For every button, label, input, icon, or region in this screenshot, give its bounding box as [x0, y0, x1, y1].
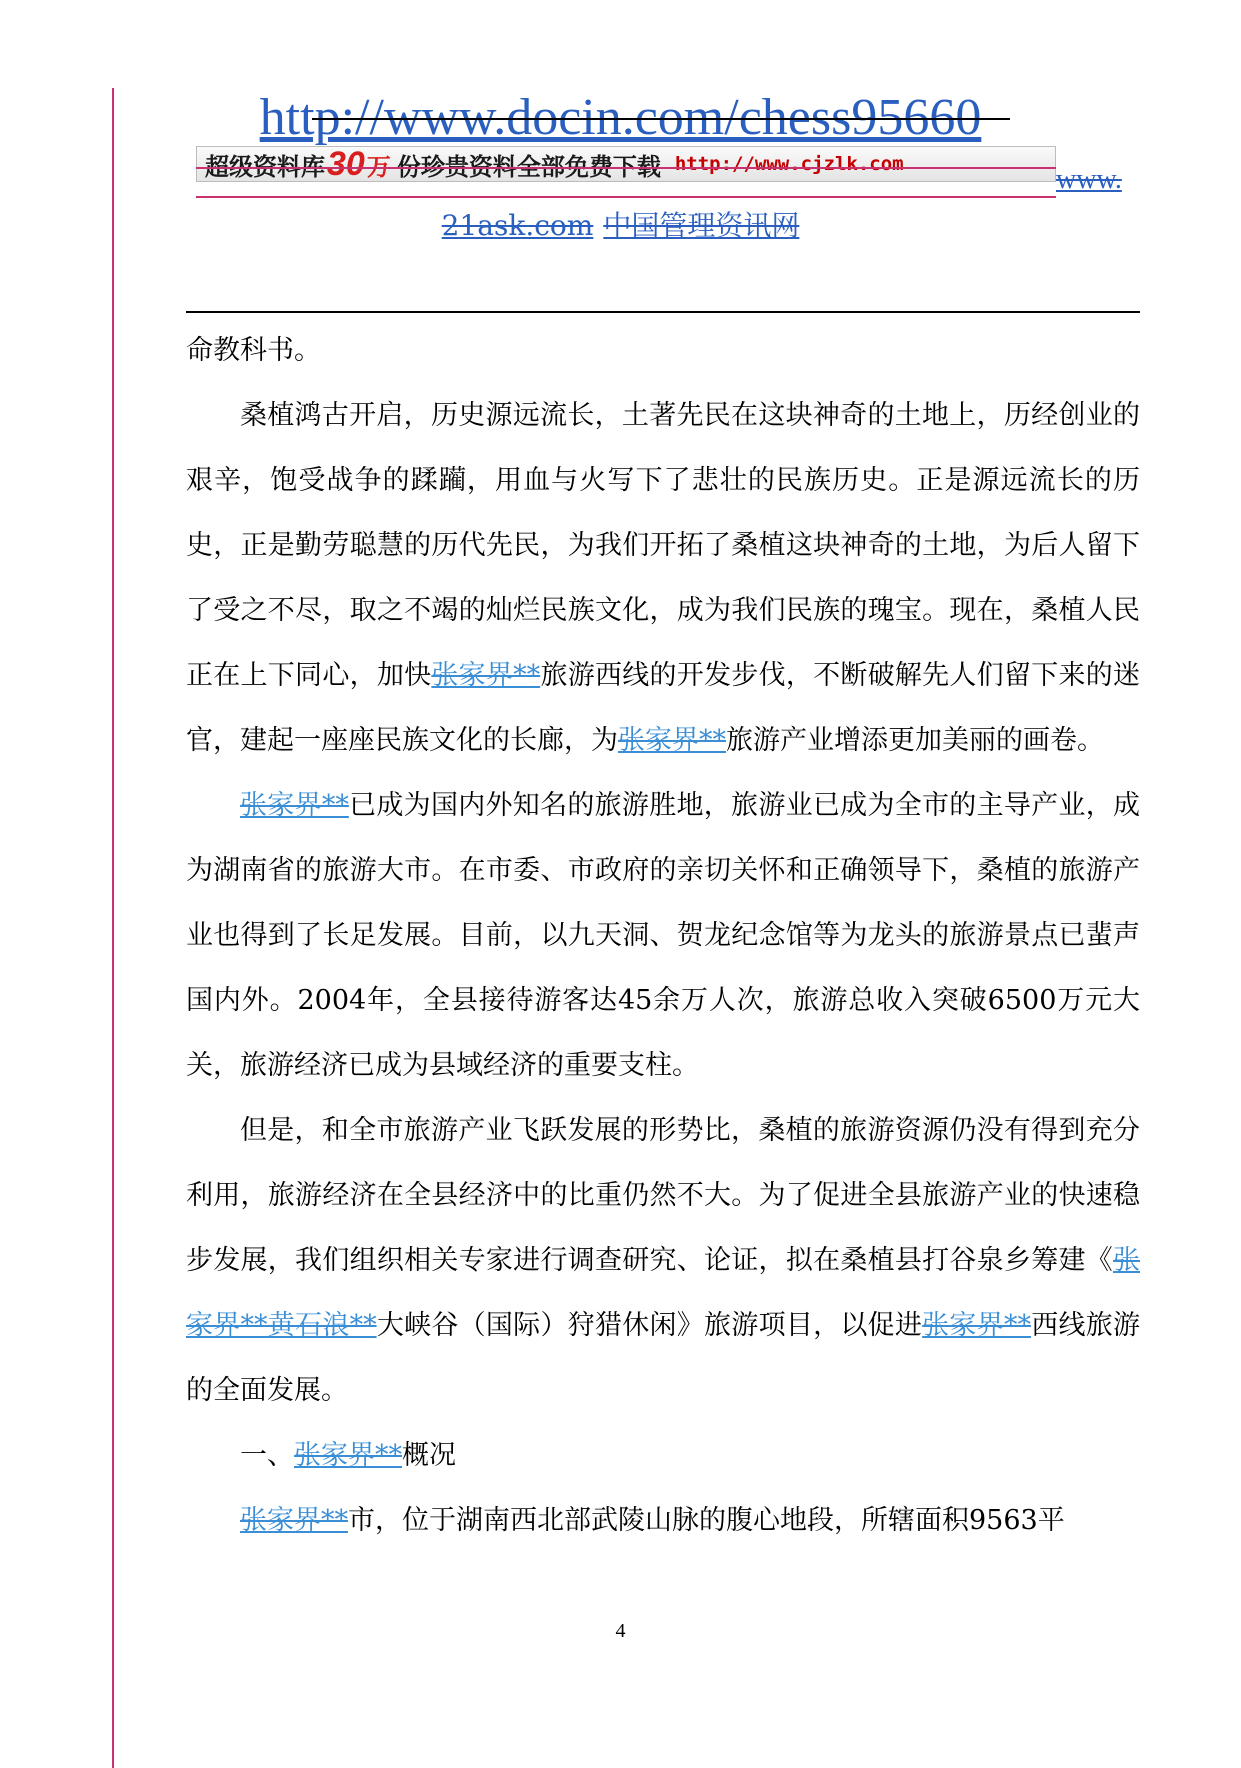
paragraph-3-text-b: 大峡谷（国际）狩猎休闲》旅游项目，以促进 — [376, 1310, 923, 1341]
highlight-zhangjiajie: 张家界** — [240, 1505, 348, 1536]
page-number: 4 — [615, 1620, 626, 1642]
header-www-link[interactable]: www. — [1056, 164, 1122, 195]
banner-text: 超级资料库 — [205, 152, 325, 181]
banner-rest: 份珍贵资料全部免费下载 — [396, 152, 661, 181]
paragraph-3-text-a: 但是，和全市旅游产业飞跃发展的形势比，桑植的旅游资源仍没有得到充分利用，旅游经济在全县经济中的比重仍然不大。为了促进全县旅游产业的快速稳步发展，我们组织相关专家进行调查研究、论证，拟在桑植县打谷泉乡筹建《 — [186, 1115, 1140, 1276]
highlight-zhangjiajie: 张家界** — [431, 660, 541, 691]
paragraph-1-text-a: 桑植鸿古开启，历史源远流长，土著先民在这块神奇的土地上，历经创业的艰辛，饱受战争的蹂躏，用血与火写下了悲壮的民族历史。正是源远流长的历史，正是勤劳聪慧的历代先民，为我们开拓了桑植这块神奇的土地，为后人留下了受之不尽，取之不竭的灿烂民族文化，成为我们民族的瑰宝。现在，桑植人民正在上下同心，加快 — [186, 400, 1140, 691]
banner-underline — [196, 196, 1056, 198]
banner-url: http://www.cjzlk.com — [674, 153, 904, 175]
highlight-zhangjiajie: 张家界** — [186, 1245, 1140, 1341]
header-banner[interactable] — [196, 146, 1056, 182]
header-url-link[interactable]: http://www.docin.com/chess95660 — [259, 89, 982, 146]
highlight-zhangjiajie: 张家界** — [240, 790, 349, 821]
header-site-link[interactable]: 21ask.com — [441, 209, 594, 242]
paragraph-0: 命教科书。 — [186, 335, 321, 366]
banner-number: 30 — [327, 144, 365, 183]
header-subtitle[interactable] — [0, 204, 1241, 244]
section-heading-1 — [186, 1423, 1140, 1488]
highlight-zhangjiajie: 张家界** — [922, 1310, 1031, 1341]
paragraph-3 — [186, 1098, 1140, 1423]
paragraph-1 — [186, 383, 1140, 773]
highlight-zhangjiajie: 张家界** — [294, 1440, 402, 1471]
heading-prefix: 一、 — [240, 1440, 294, 1471]
paragraph-2-text: 已成为国内外知名的旅游胜地，旅游业已成为全市的主导产业，成为湖南省的旅游大市。在市委、市政府的亲切关怀和正确领导下，桑植的旅游产业也得到了长足发展。目前，以九天洞、贺龙纪念馆等为龙头的旅游景点已蜚声国内外。2004年，全县接待游客达45余万人次，旅游总收入突破6500万元大关，旅游经济已成为县域经济的重要支柱。 — [186, 790, 1140, 1081]
banner-strike-line — [196, 167, 1056, 169]
left-margin-line — [112, 88, 114, 1768]
heading-suffix: 概况 — [402, 1440, 456, 1471]
document-body — [186, 318, 1140, 1553]
paragraph-4-text: 市，位于湖南西北部武陵山脉的腹心地段，所辖面积9563平 — [348, 1505, 1065, 1536]
header-site-title[interactable]: 中国管理资讯网 — [603, 209, 800, 242]
banner-unit: 万 — [366, 152, 391, 181]
header-rule — [186, 311, 1140, 313]
highlight-zhangjiajie: 张家界** — [618, 725, 726, 756]
paragraph-1-text-b: 旅游西线的开发步伐，不断破解先人们留下来的迷官，建起一座座民族文化的长廊，为 — [186, 660, 1141, 756]
url-strike-line — [312, 118, 1010, 120]
paragraph-2 — [186, 773, 1140, 1098]
paragraph-3-text-c: 西线旅游的全面发展。 — [186, 1310, 1141, 1406]
paragraph-1-text-c: 旅游产业增添更加美丽的画卷。 — [726, 725, 1104, 756]
highlight-huangshilang: 黄石浪** — [267, 1310, 377, 1341]
paragraph-4 — [186, 1488, 1140, 1553]
